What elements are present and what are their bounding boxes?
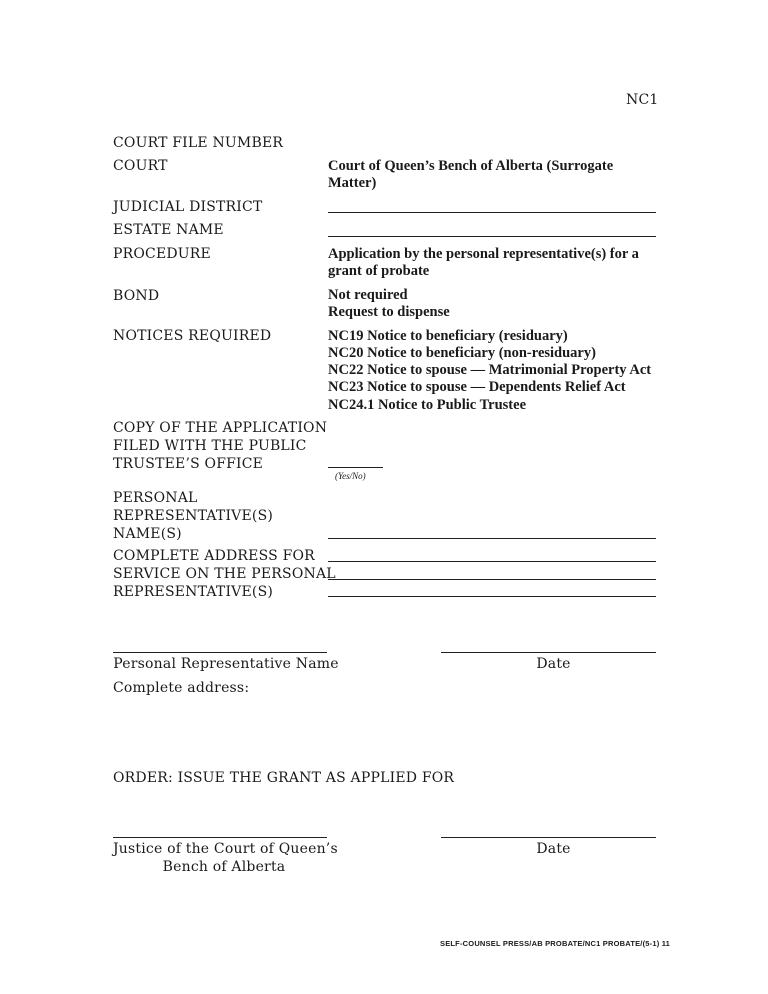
notice-nc22[interactable]: NC22 Notice to spouse — Matrimonial Property Act	[328, 362, 652, 378]
notice-nc24-1[interactable]: NC24.1 Notice to Public Trustee	[328, 397, 527, 413]
pr-address-field-line-2[interactable]	[328, 579, 656, 580]
justice-signature-line[interactable]	[113, 837, 327, 838]
pr-names-label-line-1: PERSONAL	[113, 490, 198, 506]
judicial-district-label: JUDICIAL DISTRICT	[113, 199, 263, 215]
order-text: ORDER: ISSUE THE GRANT AS APPLIED FOR	[113, 770, 455, 786]
judicial-district-field[interactable]	[328, 212, 656, 213]
pr-name-caption: Personal Representative Name	[113, 656, 339, 672]
pr-date-caption: Date	[536, 656, 571, 672]
court-value-line-1: Court of Queen’s Bench of Alberta (Surrogate	[328, 158, 614, 174]
justice-caption-line-2: Bench of Alberta	[162, 859, 286, 875]
public-trustee-copy-label-line-3: TRUSTEE’S OFFICE	[113, 456, 264, 472]
pr-names-label-line-3: NAME(S)	[113, 526, 182, 542]
justice-caption-line-1: Justice of the Court of Queen’s	[113, 841, 338, 857]
notice-nc23[interactable]: NC23 Notice to spouse — Dependents Relief Act	[328, 379, 626, 395]
estate-name-label: ESTATE NAME	[113, 222, 224, 238]
pr-address-field-line-1[interactable]	[328, 561, 656, 562]
pr-address-label-line-3: REPRESENTATIVE(S)	[113, 584, 274, 600]
court-value-line-2: Matter)	[328, 175, 377, 191]
pr-names-label-line-2: REPRESENTATIVE(S)	[113, 508, 274, 524]
court-label: COURT	[113, 158, 168, 174]
pr-address-field-line-3[interactable]	[328, 596, 656, 597]
public-trustee-copy-label-line-2: FILED WITH THE PUBLIC	[113, 438, 307, 454]
bond-option-not-required[interactable]: Not required	[328, 287, 408, 303]
pr-date-line[interactable]	[441, 652, 656, 653]
pr-names-field[interactable]	[328, 538, 656, 539]
procedure-label: PROCEDURE	[113, 246, 211, 262]
bond-option-request-dispense[interactable]: Request to dispense	[328, 304, 450, 320]
complete-address-label: Complete address:	[113, 680, 250, 696]
form-code: NC1	[626, 92, 659, 108]
pr-signature-line[interactable]	[113, 652, 327, 653]
justice-date-line[interactable]	[441, 837, 656, 838]
justice-date-caption: Date	[536, 841, 571, 857]
pr-address-label-line-2: SERVICE ON THE PERSONAL	[113, 566, 336, 582]
procedure-value-line-1: Application by the personal representative(s) for a	[328, 246, 639, 262]
public-trustee-copy-label-line-1: COPY OF THE APPLICATION	[113, 420, 328, 436]
footer-imprint: SELF-COUNSEL PRESS/AB PROBATE/NC1 PROBATE/(5-1) 11	[440, 939, 671, 948]
bond-label: BOND	[113, 288, 160, 304]
estate-name-field[interactable]	[328, 236, 656, 237]
procedure-value-line-2: grant of probate	[328, 263, 430, 279]
notice-nc19[interactable]: NC19 Notice to beneficiary (residuary)	[328, 328, 568, 344]
pr-address-label-line-1: COMPLETE ADDRESS FOR	[113, 548, 315, 564]
public-trustee-copy-field[interactable]	[328, 467, 383, 468]
notice-nc20[interactable]: NC20 Notice to beneficiary (non-residuary)	[328, 345, 596, 361]
notices-required-label: NOTICES REQUIRED	[113, 328, 272, 344]
court-file-number-label: COURT FILE NUMBER	[113, 135, 284, 151]
yes-no-hint: (Yes/No)	[335, 471, 366, 481]
